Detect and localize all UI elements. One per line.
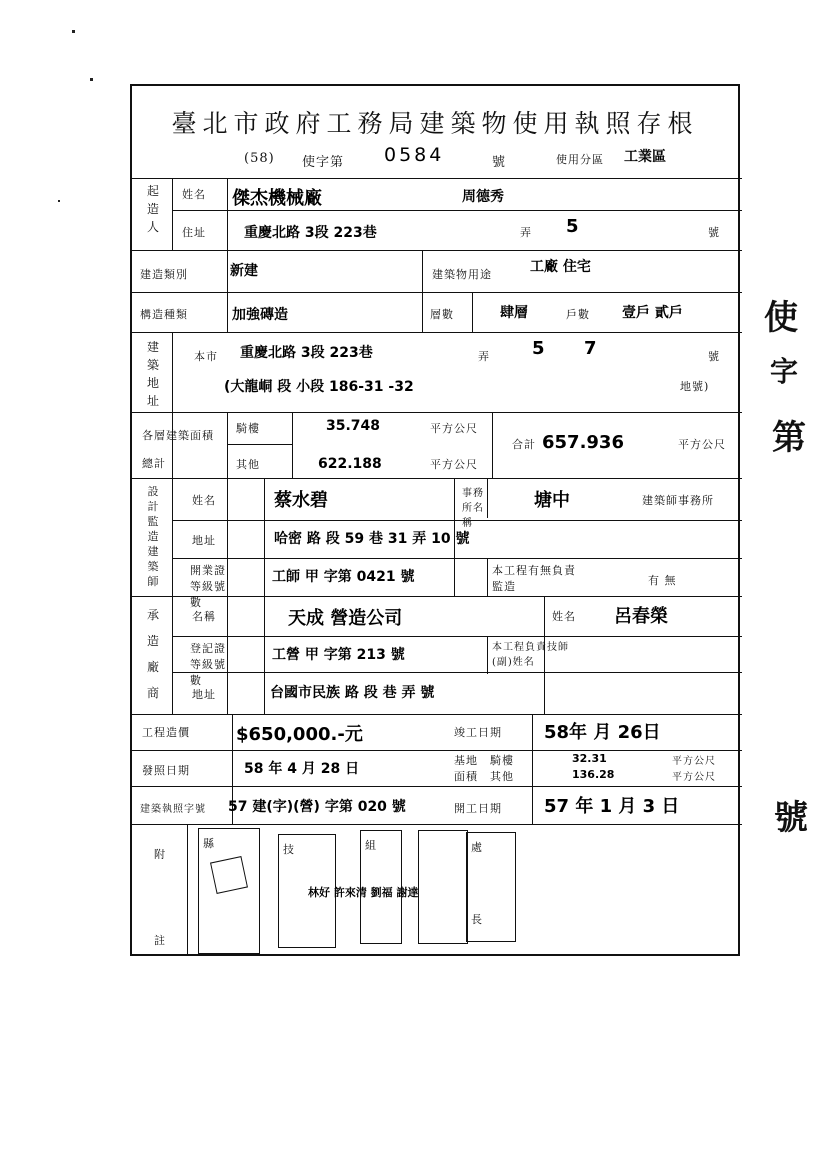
start-value: 57 年 1 月 3 日 — [544, 796, 680, 817]
building-use-value: 工廠 住宅 — [530, 259, 591, 275]
contractor-reg-label: 登記證等級號數 — [190, 642, 226, 687]
architect-office: 塘中 — [534, 490, 570, 511]
area-total-value: 657.936 — [542, 432, 624, 453]
remarks-label-2: 註 — [154, 934, 166, 947]
zone-label: 使用分區 — [556, 153, 604, 166]
permit-form — [130, 84, 740, 956]
households-value: 壹戶 貳戶 — [622, 305, 683, 321]
completion-value: 58年 月 26日 — [544, 722, 661, 743]
completion-label: 竣工日期 — [454, 726, 502, 739]
contractor-tech-label: 本工程負責技師(副)姓名 — [492, 642, 569, 668]
cost-label: 工程造價 — [142, 726, 190, 739]
issue-label: 發照日期 — [142, 764, 190, 777]
architect-name: 蔡水碧 — [274, 490, 328, 511]
contractor-name: 天成 營造公司 — [288, 608, 403, 629]
hao-label: 號 — [492, 155, 507, 170]
building-use-label: 建築物用途 — [432, 268, 492, 281]
households-label: 戶數 — [566, 308, 590, 321]
contractor-addr: 台國市民族 路 段 巷 弄 號 — [270, 685, 435, 701]
site-hao-label: 號 — [708, 350, 720, 363]
form-title: 臺北市政府工務局建築物使用執照存根 — [171, 109, 699, 138]
zone-value: 工業區 — [624, 149, 666, 165]
build-type-value: 新建 — [230, 263, 258, 279]
official-seal-icon — [210, 856, 248, 894]
applicant-address-label: 住址 — [182, 226, 206, 239]
base1-value: 32.31 — [572, 752, 607, 765]
base2-unit: 平方公尺 — [672, 772, 716, 783]
architect-section-label: 設計監造建築師 — [147, 485, 159, 588]
area-section-label: 各層建築面積總計 — [142, 429, 214, 470]
architect-name-label: 姓名 — [192, 494, 216, 507]
architect-license-label: 開業證等級號數 — [190, 564, 226, 609]
applicant-lane-label: 弄 — [520, 226, 532, 239]
site-section-label: 建築地址 — [146, 340, 159, 408]
architect-office-label: 事務所名稱 — [462, 488, 484, 529]
sign-box-2: 技 — [278, 834, 336, 948]
permit-value: 57 建(字)(營) 字第 020 號 — [228, 799, 406, 815]
site-lane: 5 — [532, 338, 545, 359]
area-row2-label: 其他 — [236, 458, 260, 471]
base2-value: 136.28 — [572, 768, 615, 781]
floors-label: 層數 — [430, 308, 454, 321]
base2-label: 其他 — [490, 770, 514, 783]
permit-label: 建築執照字號 — [140, 804, 206, 815]
applicant-address: 重慶北路 3段 223巷 — [244, 225, 377, 241]
site-lot: (大龍峒 段 小段 186-31 -32 — [224, 379, 414, 395]
cost-value: $650,000.-元 — [236, 724, 363, 745]
contractor-reg: 工營 甲 字第 213 號 — [272, 647, 405, 663]
side-mark-4: 號 — [774, 798, 808, 838]
sign-box-3: 組 — [360, 830, 402, 944]
architect-resp: 有 無 — [648, 574, 677, 587]
sign-box-5: 處 長 — [466, 832, 516, 942]
architect-resp-label: 本工程有無負責監造 — [492, 564, 576, 593]
build-type-label: 建造類別 — [140, 268, 188, 281]
contractor-addr-label: 地址 — [192, 688, 216, 701]
side-mark-2: 字 — [770, 355, 799, 388]
structure-value: 加強磚造 — [232, 307, 288, 323]
contractor-person-label: 姓名 — [552, 610, 576, 623]
applicant-person: 周德秀 — [462, 189, 504, 205]
applicant-hao-label: 號 — [708, 226, 720, 239]
site-lane-label: 弄 — [478, 350, 490, 363]
contractor-name-label: 名稱 — [192, 610, 216, 623]
area-total-label: 合計 — [512, 438, 536, 451]
applicant-lane: 5 — [566, 216, 579, 237]
applicant-name: 傑杰機械廠 — [232, 188, 322, 209]
architect-addr-label: 地址 — [192, 534, 216, 547]
architect-office-suffix: 建築師事務所 — [642, 494, 714, 507]
sign-names: 林好 許來清 劉福 謝達 — [308, 886, 419, 899]
side-mark-1: 使 — [764, 298, 798, 338]
start-label: 開工日期 — [454, 802, 502, 815]
contractor-person: 呂春榮 — [614, 606, 668, 627]
use-no-label: 使字第 — [302, 155, 345, 170]
base1-label: 騎樓 — [490, 754, 514, 767]
side-mark-3: 第 — [772, 418, 806, 458]
area-row1-label: 騎樓 — [236, 422, 260, 435]
year-label: (58) — [244, 151, 275, 166]
structure-label: 構造種類 — [140, 308, 188, 321]
sign-box-4 — [418, 830, 468, 944]
issue-value: 58 年 4 月 28 日 — [244, 761, 360, 777]
floors-value: 肆層 — [500, 305, 528, 321]
base-label: 基地面積 — [454, 754, 478, 783]
base1-unit: 平方公尺 — [672, 756, 716, 767]
permit-number: 0584 — [384, 144, 445, 166]
applicant-section-label: 起造人 — [146, 184, 159, 234]
site-lot-label: 地號) — [680, 380, 710, 393]
site-road: 重慶北路 3段 223巷 — [240, 345, 373, 361]
area-row1-value: 35.748 — [326, 418, 381, 434]
contractor-section-label: 承造廠商 — [146, 608, 159, 700]
area-row1-unit: 平方公尺 — [430, 422, 478, 435]
architect-addr: 哈密 路 段 59 巷 31 弄 10 號 — [274, 531, 470, 547]
area-row2-value: 622.188 — [318, 456, 382, 472]
sign-box-1: 縣 — [198, 828, 260, 954]
remarks-label-1: 附 — [154, 848, 166, 861]
architect-license: 工師 甲 字第 0421 號 — [272, 569, 415, 585]
site-city: 本市 — [194, 350, 218, 363]
site-hao: 7 — [584, 338, 597, 359]
area-row2-unit: 平方公尺 — [430, 458, 478, 471]
area-total-unit: 平方公尺 — [678, 438, 726, 451]
applicant-name-label: 姓名 — [182, 188, 206, 201]
